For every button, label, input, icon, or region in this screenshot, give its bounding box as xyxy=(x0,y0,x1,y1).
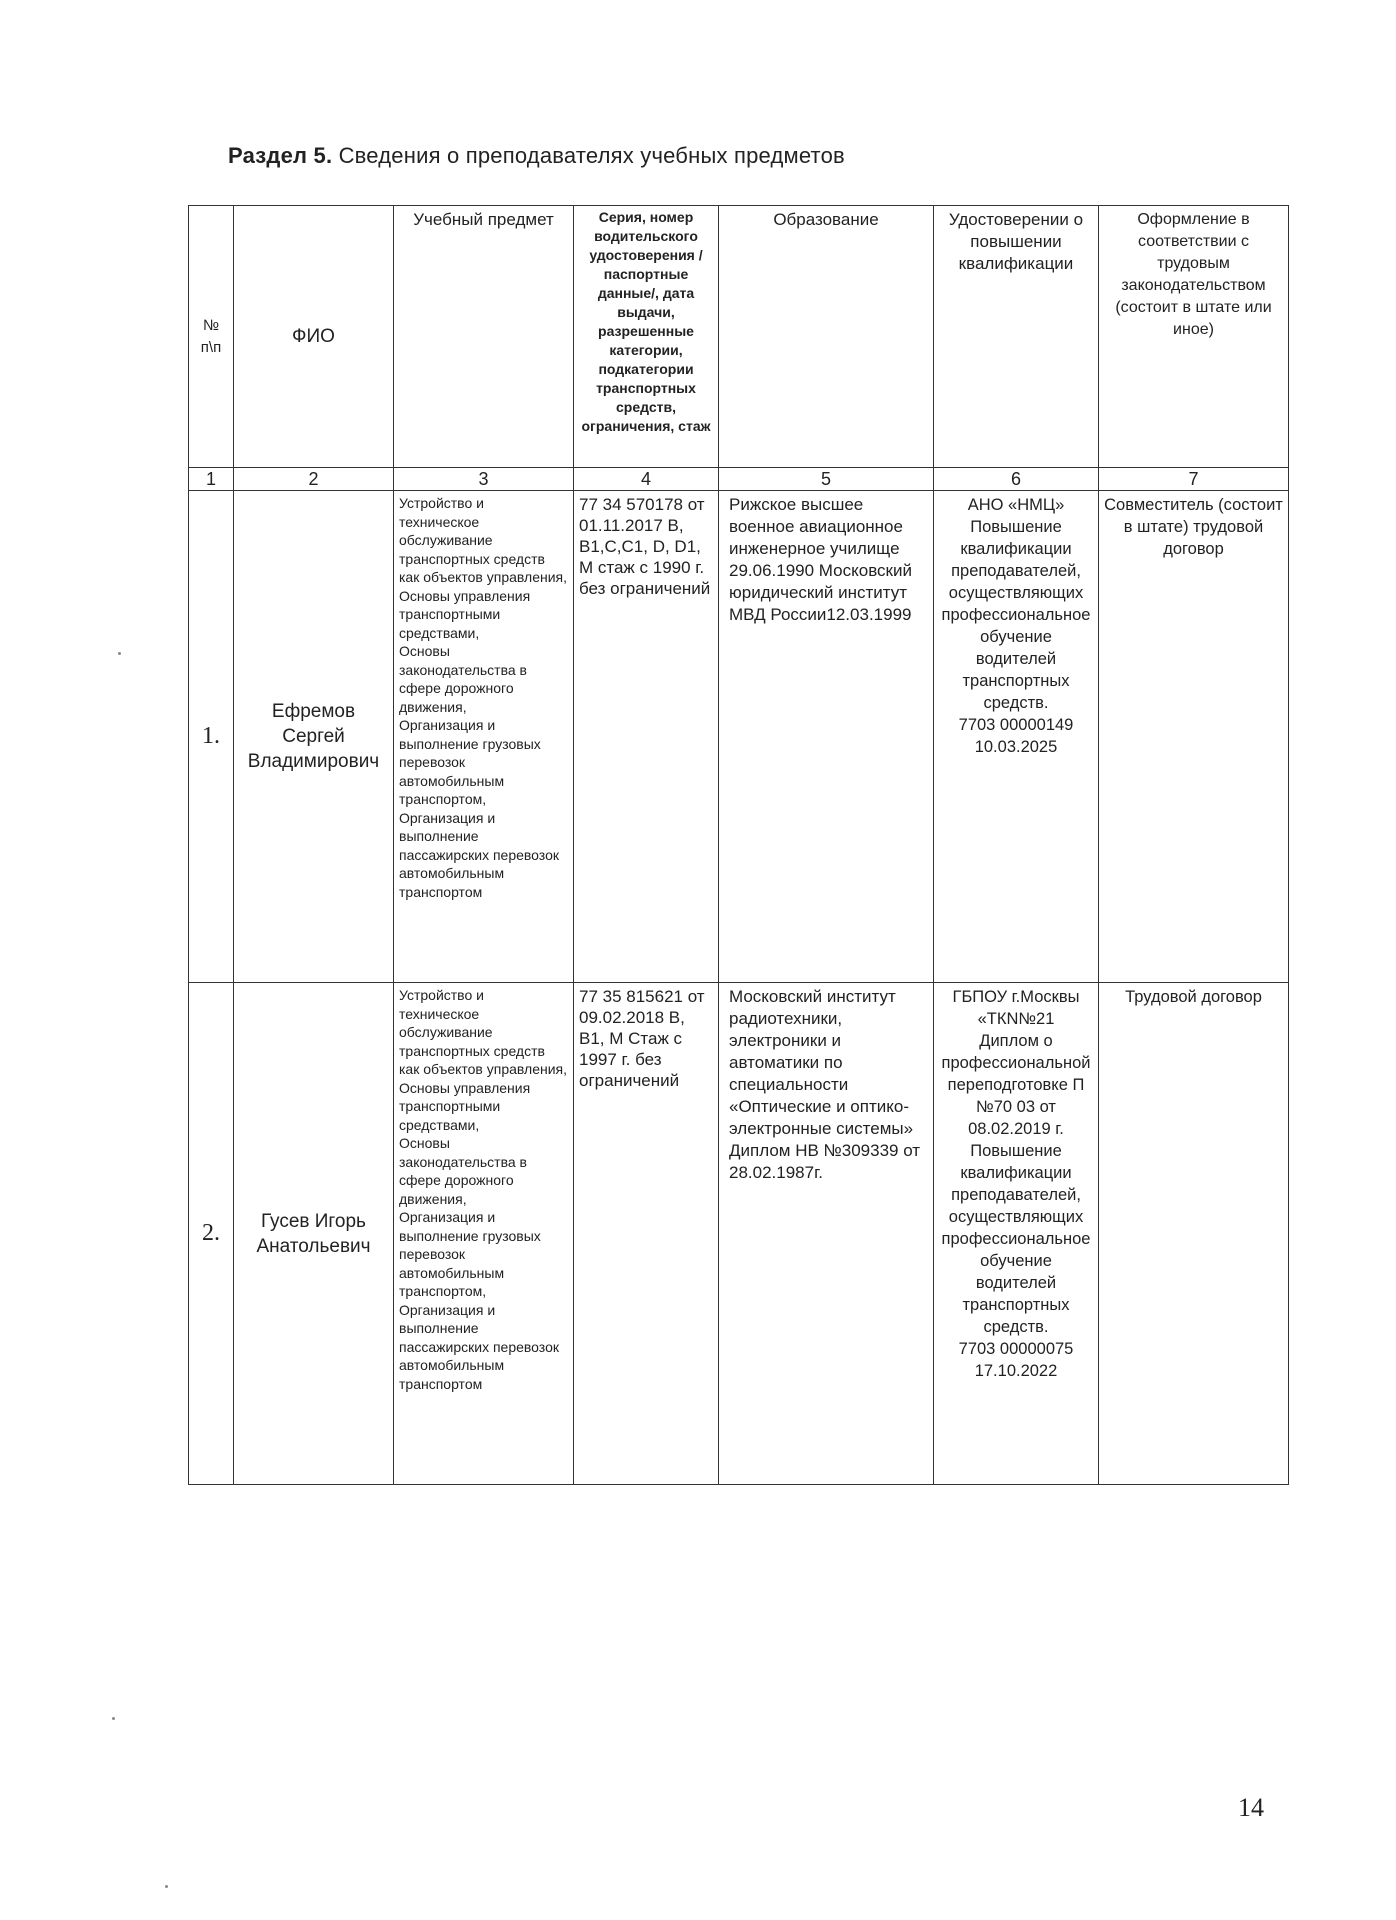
table-row xyxy=(189,491,1289,983)
header-education: Образование xyxy=(719,206,934,468)
scan-speck xyxy=(118,652,121,655)
column-number: 5 xyxy=(719,468,934,491)
section-label: Раздел 5. xyxy=(228,143,333,168)
column-number: 4 xyxy=(574,468,719,491)
page-number: 14 xyxy=(1238,1793,1264,1822)
scan-speck xyxy=(112,1717,115,1720)
header-subject: Учебный предмет xyxy=(394,206,574,468)
employment-cell: Совместитель (состоит в штате) трудовой договор xyxy=(1099,491,1289,983)
column-number: 3 xyxy=(394,468,574,491)
row-number: 2. xyxy=(189,983,234,1485)
teachers-table xyxy=(188,205,1289,1485)
column-number: 6 xyxy=(934,468,1099,491)
section-title: Сведения о преподавателях учебных предметов xyxy=(338,143,845,168)
column-number: 2 xyxy=(234,468,394,491)
teacher-name: Гусев Игорь Анатольевич xyxy=(234,983,394,1485)
row-number: 1. xyxy=(189,491,234,983)
employment-cell: Трудовой договор xyxy=(1099,983,1289,1485)
header-fio: ФИО xyxy=(234,206,394,468)
education-cell: Московский институт радиотехники, электроники и автоматики по специальности «Оптические и оптико-электронные системы» Диплом НВ №309339 от 28.02.1987г. xyxy=(719,983,934,1485)
header-row xyxy=(189,206,1289,468)
header-num: № п\п xyxy=(189,206,234,468)
education-cell: Рижское высшее военное авиационное инженерное училище 29.06.1990 Московский юридический институт МВД России12.03.1999 xyxy=(719,491,934,983)
header-license: Серия, номер водительского удостоверения /паспортные данные/, дата выдачи, разрешенные категории, подкатегории транспортных средств, ограничения, стаж xyxy=(574,206,719,468)
table-row xyxy=(189,983,1289,1485)
header-qualification: Удостоверении о повышении квалификации xyxy=(934,206,1099,468)
section-heading xyxy=(228,143,845,169)
qualification-cell: АНО «НМЦ» Повышение квалификации преподавателей, осуществляющих профессиональное обучение водителей транспортных средств. 7703 00000149 10.03.2025 xyxy=(934,491,1099,983)
column-number-row xyxy=(189,468,1289,491)
column-number: 1 xyxy=(189,468,234,491)
scan-speck xyxy=(165,1885,168,1888)
subjects-cell: Устройство и техническое обслуживание транспортных средств как объектов управления, Основы управления транспортными средствами, Основы законодательства в сфере дорожного движения, Организация и выполнение грузовых перевозок автомобильным транспортом, Организация и выполнение пассажирских перевозок автомобильным транспортом xyxy=(394,983,574,1485)
subjects-cell: Устройство и техническое обслуживание транспортных средств как объектов управления, Основы управления транспортными средствами, Основы законодательства в сфере дорожного движения, Организация и выполнение грузовых перевозок автомобильным транспортом, Организация и выполнение пассажирских перевозок автомобильным транспортом xyxy=(394,491,574,983)
column-number: 7 xyxy=(1099,468,1289,491)
qualification-cell: ГБПОУ г.Москвы «ТКN№21 Диплом о профессиональной переподготовке П №70 03 от 08.02.2019 г. Повышение квалификации преподавателей, осуществляющих профессиональное обучение водителей транспортных средств. 7703 00000075 17.10.2022 xyxy=(934,983,1099,1485)
header-employment: Оформление в соответствии с трудовым законодательством (состоит в штате или иное) xyxy=(1099,206,1289,468)
teacher-name: Ефремов Сергей Владимирович xyxy=(234,491,394,983)
license-cell: 77 34 570178 от 01.11.2017 B, B1,C,C1, D, D1, M стаж с 1990 г. без ограничений xyxy=(574,491,719,983)
license-cell: 77 35 815621 от 09.02.2018 B, B1, M Стаж с 1997 г. без ограничений xyxy=(574,983,719,1485)
